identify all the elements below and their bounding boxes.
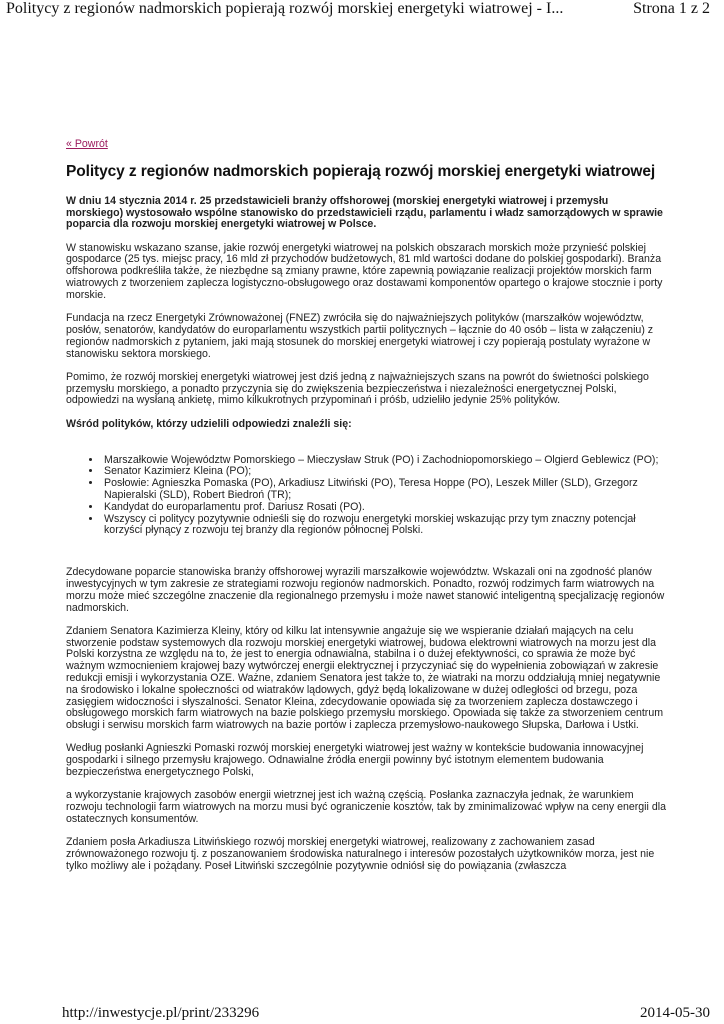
print-footer-date: 2014-05-30 [640,1005,710,1021]
print-footer-url: http://inwestycje.pl/print/233296 [62,1005,260,1021]
article [66,139,666,884]
article-paragraph-1: W stanowisku wskazano szanse, jakie rozwój energetyki wiatrowej na polskich obszarach morskich może przynieść polskiej gospodarce (25 tys. miejsc pracy, 16 mld zł przychodów budżetowych, 81 mld wartości dodane do polskiej gospodarki). Branża offshorowa podkreśliła także, że niezbędne są zmiany prawne, które zapewnią powiązanie realizacji projektów morskich farm wiatrowych z tworzeniem zaplecza logistyczno-obsługowego oraz dostawami komponentów opartego o krajowe stocznie i porty morskie. [66,241,663,301]
list-item: • Wszyscy ci politycy pozytywnie odnieśli się do rozwoju energetyki morskiej wskazując przy tym znaczny potencjał korzyści płynący z rozwoju tej branży dla regionów północnej Polski. [102,514,666,538]
article-paragraph-7: a wykorzystanie krajowych zasobów energii wietrznej jest ich ważną częścią. Posłanka zaznaczyła jednak, że warunkiem rozwoju technologii farm wiatrowych na morzu musi być ograniczenie kosztów, tak by zminimalizować wpływ na ceny energii dla ostatecznych konsumentów. [66,789,666,825]
print-header-page-number: Strona 1 z 2 [633,0,710,17]
list-item: • Posłowie: Agnieszka Pomaska (PO), Arkadiusz Litwiński (PO), Teresa Hoppe (PO), Leszek Miller (SLD), Grzegorz Napieralski (SLD), Robert Biedroń (TR); [102,478,666,502]
article-lead: W dniu 14 stycznia 2014 r. 25 przedstawicieli branży offshorowej (morskiej energetyki wiatrowej i przemysłu morskiego) wystosowało wspólne stanowisko do przedstawicieli rządu, parlamentu i władz samorządowych w sprawie poparcia dla rozwoju morskiej energetyki wiatrowej w Polsce. [66,194,663,231]
article-paragraph-8: Zdaniem posła Arkadiusza Litwińskiego rozwój morskiej energetyki wiatrowej, realizowany z zachowaniem zasad zrównoważonego rozwoju tj. z poszanowaniem środowiska naturalnego i interesów pozostałych użytkowników morza, jest nie tylko możliwy ale i pożądany. Poseł Litwiński szczególnie pozytywnie odniósł się do powiązania (zwłaszcza [66,836,655,872]
article-paragraph-6: Według posłanki Agnieszki Pomaski rozwój morskiej energetyki wiatrowej jest ważny w kontekście budowania innowacyjnej gospodarki i silnego przemysłu krajowego. Odnawialne źródła energii powinny być istotnym elementem budowania bezpieczeństwa energetycznego Polski, [66,742,644,779]
list-item: • Marszałkowie Województw Pomorskiego – Mieczysław Struk (PO) i Zachodniopomorskiego – Olgierd Geblewicz (PO); [102,455,666,467]
article-paragraph-2: Fundacja na rzecz Energetyki Zrównoważonej (FNEZ) zwróciła się do najważniejszych polityków (marszałków województw, posłów, senatorów, kandydatów do europarlamentu wszystkich partii politycznych – łącznie do 40 osób – lista w załączeniu) z regionów nadmorskich z pytaniem, jaki mają stosunek do morskiej energetyki wiatrowej i czy popierają postulaty wyrażone w stanowisku sektora morskiego. [66,312,654,360]
article-paragraph-4: Zdecydowane poparcie stanowiska branży offshorowej wyrazili marszałkowie województw. Wskazali oni na zgodność planów inwestycyjnych w tym zakresie ze strategiami rozwoju regionów nadmorskich. Ponadto, rozwój rodzimych farm wiatrowych na morzu może mieć szczególne znaczenie dla regionalnego przemysłu i może nawet stanowić inteligentną specjalizację regionów nadmorskich. [66,566,665,614]
back-link[interactable]: « Powrót [66,138,108,150]
politicians-list [66,455,666,538]
list-item: • Senator Kazimierz Kleina (PO); [102,466,666,478]
article-paragraph-5: Zdaniem Senatora Kazimierza Kleiny, który od kilku lat intensywnie angażuje się we wspieranie działań mających na celu stworzenie podstaw systemowych dla rozwoju morskiej energetyki wiatrowej, budowa elektrowni wiatrowych na morzu jest dla Polski korzystna ze względu na to, że jest to energia odnawialna, stabilna i o dużej efektywności, co sprawia że może być ważnym wzmocnieniem krajowej bazy wytwórczej energii elektrycznej i przyczyniać się do wypełnienia zobowiązań w zakresie redukcji emisji i wykorzystania OZE. Ważne, zdaniem Senatora jest także to, że wiatraki na morzu oddziałują mniej negatywnie na środowisko i lokalne społeczności od wiatraków lądowych, gdyż będą lokalizowane w dużej odległości od brzegu, poza zasięgiem widoczności i słyszalności. Senator Kleina, zdecydowanie opowiada się za tworzeniem zaplecza dostawczego i obsługowego morskich farm wiatrowych na bazie polskiego przemysłu morskiego. Opowiada się także za stworzeniem centrum obsługi i serwisu morskich farm wiatrowych na bazie portów i zaplecza przemysłowo-naukowego Słupska, Darłowa i Ustki. [66,624,664,732]
article-subheading: Wśród polityków, którzy udzielili odpowiedzi znaleźli się: [66,417,352,430]
article-paragraph-3: Pomimo, że rozwój morskiej energetyki wiatrowej jest dziś jedną z najważniejszych szans na powrót do świetności polskiego przemysłu morskiego, a ponadto przyczynia się do zwiększenia bezpieczeństwa i niezależności energetycznej Polski, odpowiedzi na wysłaną ankietę, mimo kilkukrotnych przypominań i próśb, udzieliło jedynie 25% polityków. [66,370,649,407]
print-header-title: Politycy z regionów nadmorskich popierają rozwój morskiej energetyki wiatrowej - I... [6,0,564,17]
list-item: • Kandydat do europarlamentu prof. Dariusz Rosati (PO). [102,502,666,514]
article-title: Politycy z regionów nadmorskich popierają rozwój morskiej energetyki wiatrowej [66,162,656,180]
